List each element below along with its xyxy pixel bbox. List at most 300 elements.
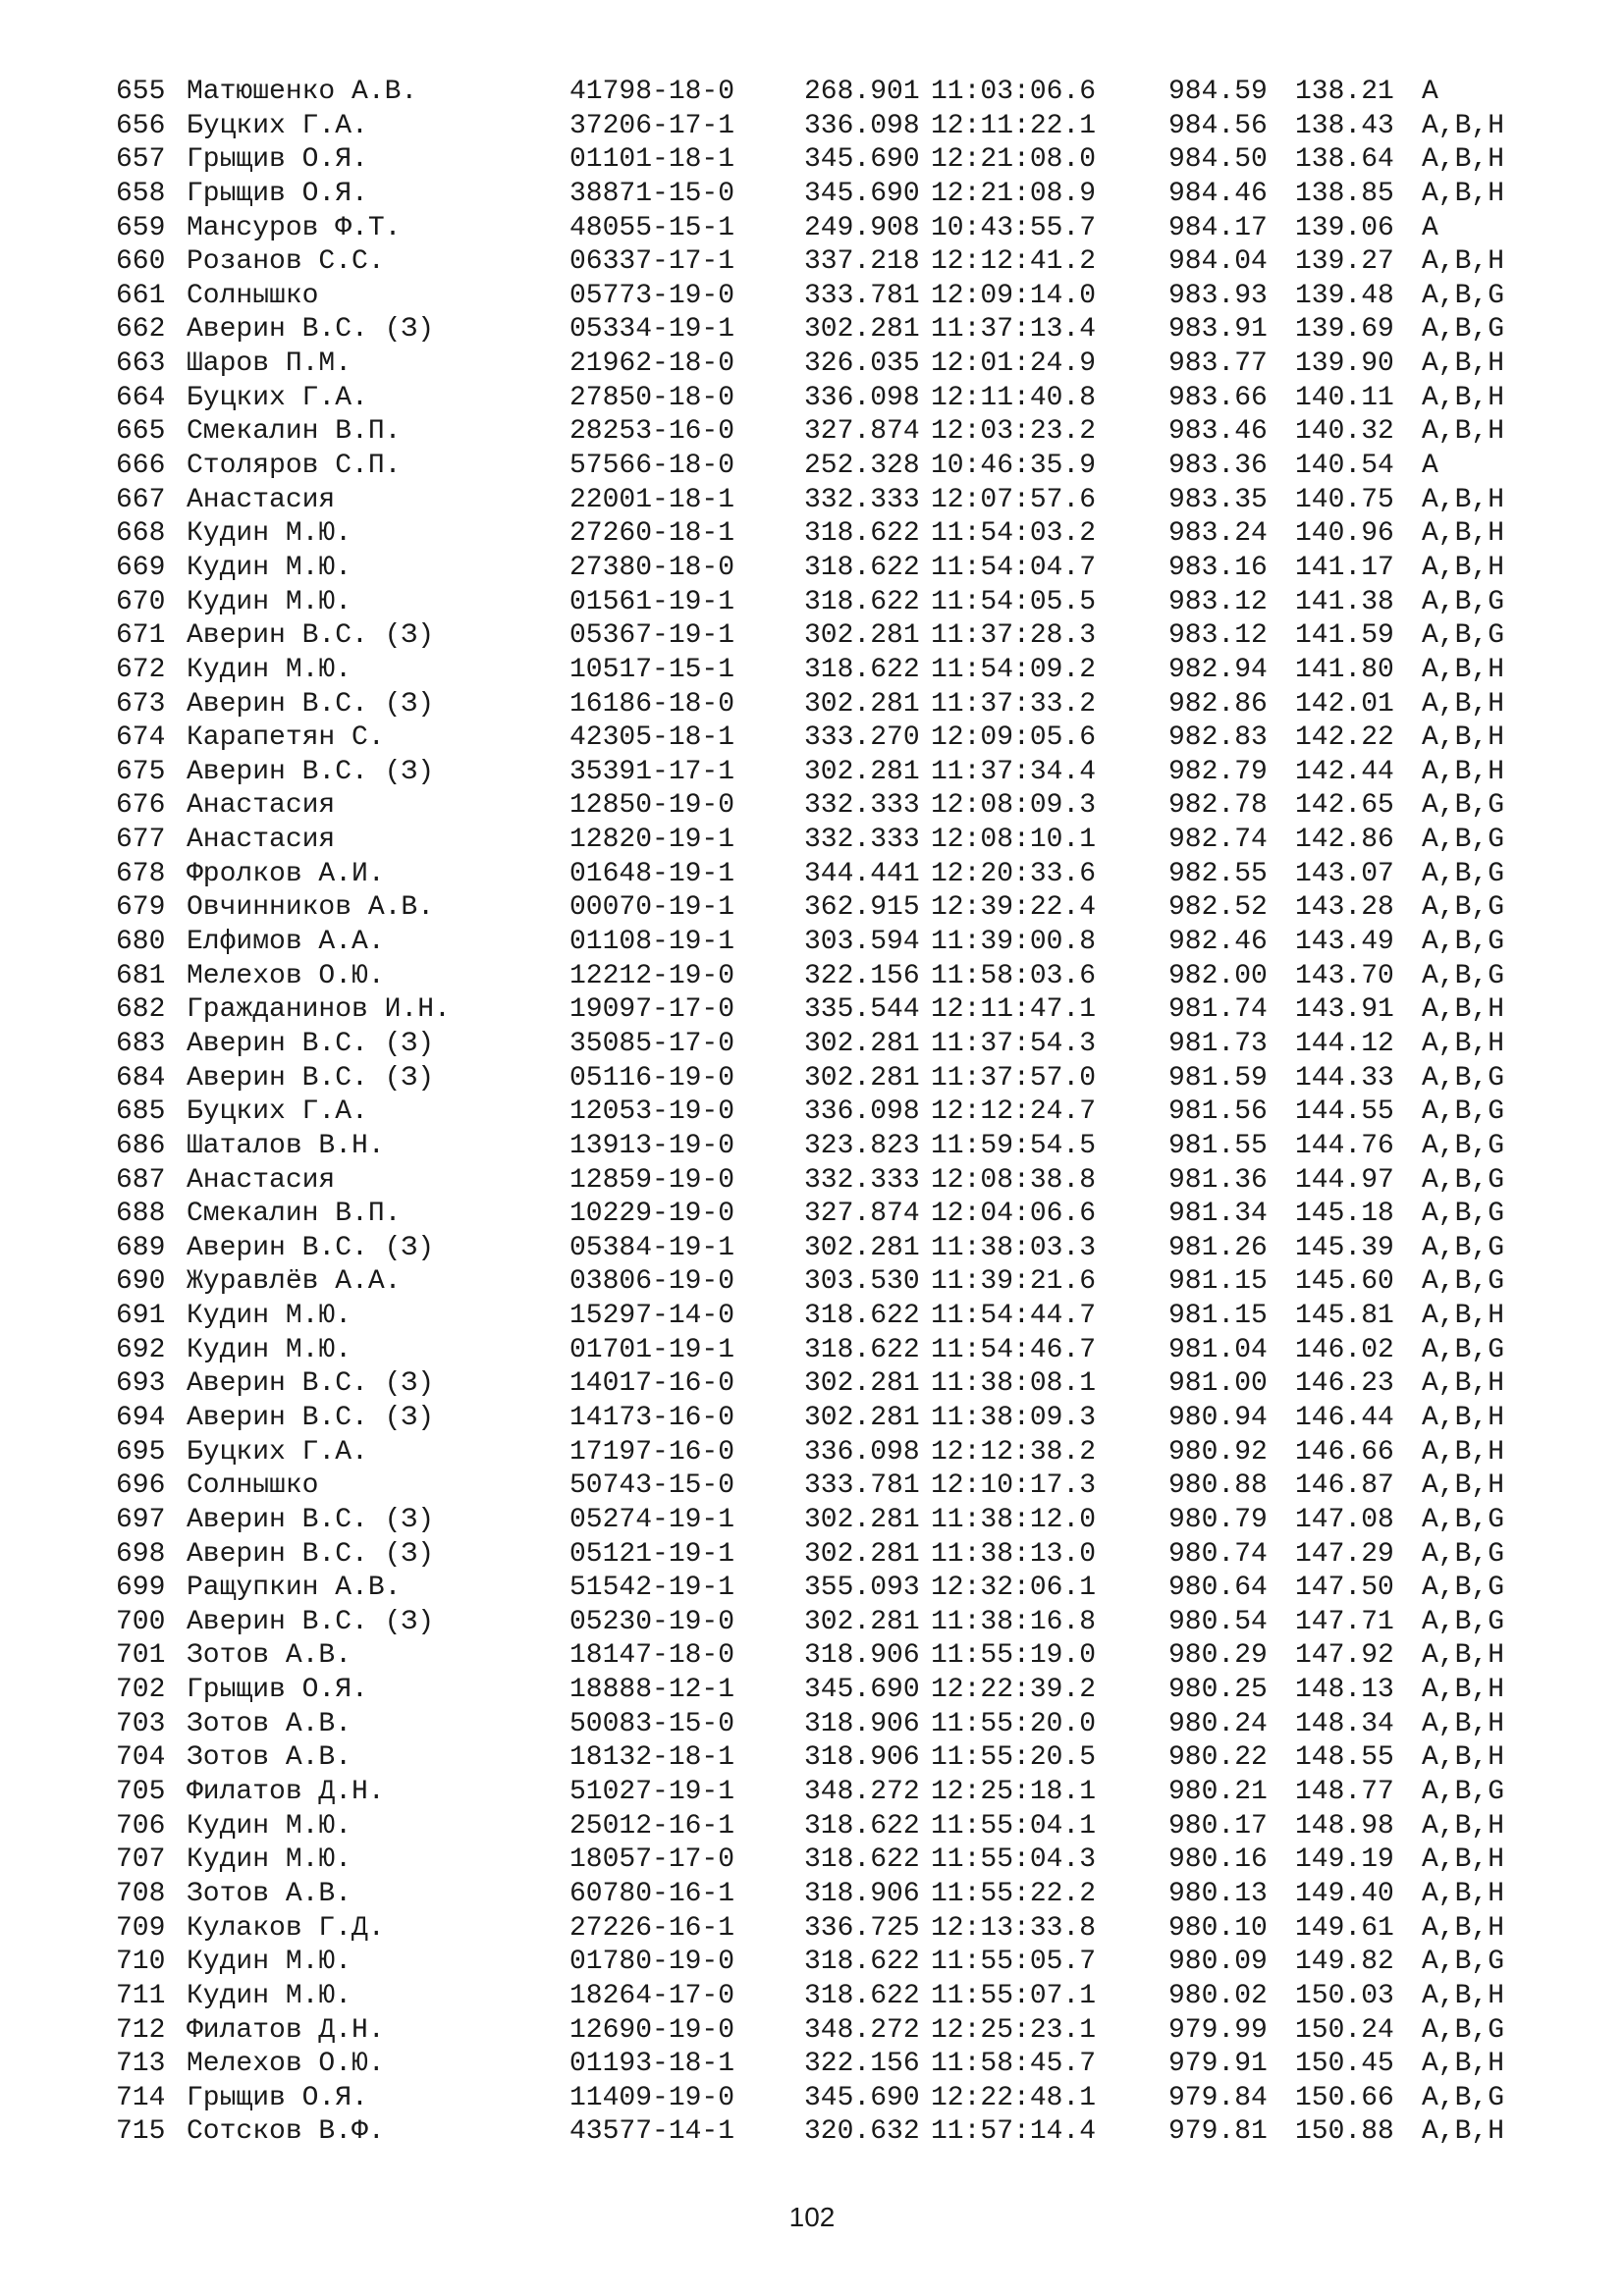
table-row [116, 1810, 1549, 1844]
row-number: 663 [116, 348, 166, 380]
points: 145.18 [1295, 1199, 1394, 1230]
speed: 983.16 [1168, 552, 1268, 583]
arrival-time: 12:08:38.8 [931, 1164, 1097, 1196]
ring-number: 10517-15-1 [569, 654, 735, 685]
fancier-name: Буцких Г.А. [187, 110, 368, 141]
classes: A,B,G [1422, 825, 1505, 856]
fancier-name: Аверин В.С. (З) [187, 1606, 435, 1637]
points: 150.66 [1295, 2082, 1394, 2113]
speed: 980.02 [1168, 1980, 1268, 2011]
row-number: 710 [116, 1947, 166, 1978]
points: 139.27 [1295, 246, 1394, 278]
speed: 984.50 [1168, 144, 1268, 176]
arrival-time: 11:55:05.7 [931, 1947, 1097, 1978]
arrival-time: 11:55:22.2 [931, 1878, 1097, 1909]
points: 138.43 [1295, 110, 1394, 141]
points: 138.21 [1295, 77, 1394, 107]
ring-number: 12212-19-0 [569, 960, 735, 991]
row-number: 671 [116, 620, 166, 652]
table-row [116, 1232, 1549, 1266]
fancier-name: Зотов А.В. [187, 1878, 352, 1909]
speed: 983.35 [1168, 484, 1268, 515]
points: 141.80 [1295, 654, 1394, 685]
arrival-time: 11:38:13.0 [931, 1538, 1097, 1570]
fancier-name: Анастасия [187, 484, 336, 515]
classes: A,B,G [1422, 1266, 1505, 1298]
fancier-name: Кудин М.Ю. [187, 654, 352, 685]
speed: 980.79 [1168, 1504, 1268, 1535]
row-number: 678 [116, 858, 166, 889]
table-row [116, 552, 1549, 586]
distance: 303.530 [804, 1266, 920, 1298]
table-row [116, 1265, 1549, 1300]
fancier-name: Зотов А.В. [187, 1640, 352, 1672]
points: 140.96 [1295, 518, 1394, 550]
classes: A,B,G [1422, 960, 1505, 991]
fancier-name: Аверин В.С. (З) [187, 1368, 435, 1400]
ring-number: 12053-19-0 [569, 1096, 735, 1128]
table-row [116, 789, 1549, 824]
ring-number: 35085-17-0 [569, 1028, 735, 1059]
row-number: 714 [116, 2082, 166, 2113]
classes: A,B,H [1422, 348, 1505, 380]
ring-number: 12690-19-0 [569, 2014, 735, 2046]
ring-number: 42305-18-1 [569, 722, 735, 754]
ring-number: 05121-19-1 [569, 1538, 735, 1570]
fancier-name: Буцких Г.А. [187, 1436, 368, 1468]
row-number: 691 [116, 1301, 166, 1332]
row-number: 711 [116, 1980, 166, 2011]
points: 144.12 [1295, 1028, 1394, 1059]
table-row [116, 1334, 1549, 1368]
speed: 980.92 [1168, 1436, 1268, 1468]
row-number: 700 [116, 1606, 166, 1637]
fancier-name: Овчинников А.В. [187, 892, 435, 924]
ring-number: 27226-16-1 [569, 1912, 735, 1944]
arrival-time: 11:37:57.0 [931, 1062, 1097, 1094]
distance: 333.781 [804, 1470, 920, 1502]
distance: 302.281 [804, 756, 920, 787]
classes: A,B,G [1422, 1538, 1505, 1570]
table-row [116, 517, 1549, 552]
arrival-time: 11:38:08.1 [931, 1368, 1097, 1400]
ring-number: 01561-19-1 [569, 586, 735, 617]
row-number: 693 [116, 1368, 166, 1400]
fancier-name: Филатов Д.Н. [187, 1777, 385, 1808]
ring-number: 12859-19-0 [569, 1164, 735, 1196]
row-number: 662 [116, 314, 166, 346]
fancier-name: Грыщив О.Я. [187, 1675, 368, 1706]
ring-number: 27260-18-1 [569, 518, 735, 550]
fancier-name: Филатов Д.Н. [187, 2014, 385, 2046]
speed: 983.93 [1168, 280, 1268, 311]
classes: A,B,H [1422, 246, 1505, 278]
distance: 336.098 [804, 1096, 920, 1128]
row-number: 692 [116, 1334, 166, 1365]
fancier-name: Кудин М.Ю. [187, 1810, 352, 1842]
table-row [116, 1469, 1549, 1504]
fancier-name: Анастасия [187, 825, 336, 856]
fancier-name: Аверин В.С. (З) [187, 756, 435, 787]
distance: 318.906 [804, 1742, 920, 1774]
ring-number: 43577-14-1 [569, 2116, 735, 2148]
speed: 979.81 [1168, 2116, 1268, 2148]
classes: A,B,G [1422, 858, 1505, 889]
table-row [116, 1130, 1549, 1164]
table-row [116, 450, 1549, 484]
table-row [116, 143, 1549, 178]
classes: A,B,H [1422, 1878, 1505, 1909]
classes: A [1422, 212, 1438, 243]
fancier-name: Аверин В.С. (З) [187, 1538, 435, 1570]
classes: A,B,G [1422, 1504, 1505, 1535]
points: 138.64 [1295, 144, 1394, 176]
distance: 302.281 [804, 1402, 920, 1433]
ring-number: 01108-19-1 [569, 927, 735, 958]
distance: 336.098 [804, 382, 920, 413]
points: 142.22 [1295, 722, 1394, 754]
speed: 982.00 [1168, 960, 1268, 991]
classes: A,B,G [1422, 314, 1505, 346]
fancier-name: Смекалин В.П. [187, 1199, 402, 1230]
classes: A,B,H [1422, 1810, 1505, 1842]
classes: A,B,H [1422, 484, 1505, 515]
arrival-time: 12:22:39.2 [931, 1675, 1097, 1706]
speed: 981.26 [1168, 1232, 1268, 1263]
fancier-name: Анастасия [187, 1164, 336, 1196]
table-row [116, 2082, 1549, 2116]
distance: 318.622 [804, 552, 920, 583]
table-row [116, 824, 1549, 858]
classes: A,B,H [1422, 416, 1505, 448]
fancier-name: Кудин М.Ю. [187, 552, 352, 583]
ring-number: 41798-18-0 [569, 77, 735, 107]
speed: 982.74 [1168, 825, 1268, 856]
table-row [116, 2014, 1549, 2049]
points: 146.23 [1295, 1368, 1394, 1400]
points: 147.29 [1295, 1538, 1394, 1570]
distance: 252.328 [804, 451, 920, 482]
row-number: 695 [116, 1436, 166, 1468]
points: 141.59 [1295, 620, 1394, 652]
fancier-name: Аверин В.С. (З) [187, 1504, 435, 1535]
table-row [116, 688, 1549, 722]
arrival-time: 12:11:47.1 [931, 994, 1097, 1026]
speed: 981.00 [1168, 1368, 1268, 1400]
speed: 983.24 [1168, 518, 1268, 550]
points: 146.87 [1295, 1470, 1394, 1502]
points: 143.49 [1295, 927, 1394, 958]
arrival-time: 11:54:46.7 [931, 1334, 1097, 1365]
distance: 348.272 [804, 1777, 920, 1808]
ring-number: 21962-18-0 [569, 348, 735, 380]
arrival-time: 11:03:06.6 [931, 77, 1097, 107]
arrival-time: 12:21:08.9 [931, 178, 1097, 209]
distance: 302.281 [804, 1368, 920, 1400]
arrival-time: 12:20:33.6 [931, 858, 1097, 889]
distance: 344.441 [804, 858, 920, 889]
arrival-time: 12:08:10.1 [931, 825, 1097, 856]
classes: A,B,G [1422, 1777, 1505, 1808]
arrival-time: 11:55:04.1 [931, 1810, 1097, 1842]
classes: A,B,H [1422, 1980, 1505, 2011]
row-number: 676 [116, 790, 166, 822]
classes: A,B,H [1422, 1675, 1505, 1706]
speed: 980.74 [1168, 1538, 1268, 1570]
points: 140.54 [1295, 451, 1394, 482]
arrival-time: 11:55:20.0 [931, 1708, 1097, 1739]
ring-number: 38871-15-0 [569, 178, 735, 209]
table-row [116, 2048, 1549, 2082]
table-row [116, 1912, 1549, 1947]
ring-number: 11409-19-0 [569, 2082, 735, 2113]
ring-number: 06337-17-1 [569, 246, 735, 278]
ring-number: 57566-18-0 [569, 451, 735, 482]
fancier-name: Смекалин В.П. [187, 416, 402, 448]
classes: A,B,H [1422, 1470, 1505, 1502]
classes: A,B,G [1422, 620, 1505, 652]
row-number: 680 [116, 927, 166, 958]
table-row [116, 858, 1549, 892]
table-row [116, 1639, 1549, 1674]
fancier-name: Аверин В.С. (З) [187, 688, 435, 720]
table-row [116, 993, 1549, 1028]
table-row [116, 1402, 1549, 1436]
ring-number: 01193-18-1 [569, 2049, 735, 2080]
distance: 333.781 [804, 280, 920, 311]
row-number: 701 [116, 1640, 166, 1672]
classes: A,B,H [1422, 2116, 1505, 2148]
table-row [116, 1028, 1549, 1062]
classes: A,B,H [1422, 518, 1505, 550]
arrival-time: 12:01:24.9 [931, 348, 1097, 380]
table-row [116, 484, 1549, 518]
classes: A,B,H [1422, 552, 1505, 583]
speed: 981.59 [1168, 1062, 1268, 1094]
points: 144.55 [1295, 1096, 1394, 1128]
distance: 345.690 [804, 144, 920, 176]
row-number: 690 [116, 1266, 166, 1298]
fancier-name: Столяров С.П. [187, 451, 402, 482]
ring-number: 18132-18-1 [569, 1742, 735, 1774]
distance: 327.874 [804, 1199, 920, 1230]
ring-number: 15297-14-0 [569, 1301, 735, 1332]
table-row [116, 76, 1549, 110]
classes: A,B,H [1422, 1912, 1505, 1944]
distance: 318.622 [804, 1947, 920, 1978]
points: 147.71 [1295, 1606, 1394, 1637]
ring-number: 01101-18-1 [569, 144, 735, 176]
row-number: 657 [116, 144, 166, 176]
speed: 984.56 [1168, 110, 1268, 141]
table-row [116, 1878, 1549, 1912]
table-row [116, 654, 1549, 688]
distance: 322.156 [804, 960, 920, 991]
distance: 302.281 [804, 1028, 920, 1059]
ring-number: 05773-19-0 [569, 280, 735, 311]
speed: 980.64 [1168, 1573, 1268, 1604]
arrival-time: 12:13:33.8 [931, 1912, 1097, 1944]
ring-number: 12820-19-1 [569, 825, 735, 856]
results-table [116, 76, 1549, 2150]
speed: 980.54 [1168, 1606, 1268, 1637]
classes: A,B,G [1422, 927, 1505, 958]
table-row [116, 1741, 1549, 1776]
points: 147.08 [1295, 1504, 1394, 1535]
points: 149.82 [1295, 1947, 1394, 1978]
distance: 318.622 [804, 1810, 920, 1842]
points: 144.97 [1295, 1164, 1394, 1196]
classes: A,B,G [1422, 586, 1505, 617]
row-number: 707 [116, 1844, 166, 1876]
distance: 362.915 [804, 892, 920, 924]
points: 141.17 [1295, 552, 1394, 583]
distance: 318.622 [804, 1334, 920, 1365]
fancier-name: Журавлёв А.А. [187, 1266, 402, 1298]
distance: 333.270 [804, 722, 920, 754]
fancier-name: Кудин М.Ю. [187, 1947, 352, 1978]
arrival-time: 11:58:03.6 [931, 960, 1097, 991]
speed: 983.91 [1168, 314, 1268, 346]
row-number: 694 [116, 1402, 166, 1433]
arrival-time: 11:39:00.8 [931, 927, 1097, 958]
ring-number: 25012-16-1 [569, 1810, 735, 1842]
classes: A,B,G [1422, 1334, 1505, 1365]
arrival-time: 12:25:18.1 [931, 1777, 1097, 1808]
distance: 318.622 [804, 1844, 920, 1876]
speed: 981.73 [1168, 1028, 1268, 1059]
speed: 981.55 [1168, 1130, 1268, 1161]
row-number: 664 [116, 382, 166, 413]
points: 149.40 [1295, 1878, 1394, 1909]
points: 148.13 [1295, 1675, 1394, 1706]
row-number: 683 [116, 1028, 166, 1059]
points: 150.24 [1295, 2014, 1394, 2046]
fancier-name: Гражданинов И.Н. [187, 994, 451, 1026]
row-number: 681 [116, 960, 166, 991]
ring-number: 60780-16-1 [569, 1878, 735, 1909]
points: 139.48 [1295, 280, 1394, 311]
speed: 979.91 [1168, 2049, 1268, 2080]
arrival-time: 11:37:13.4 [931, 314, 1097, 346]
ring-number: 51027-19-1 [569, 1777, 735, 1808]
row-number: 698 [116, 1538, 166, 1570]
speed: 980.10 [1168, 1912, 1268, 1944]
distance: 318.622 [804, 518, 920, 550]
table-row [116, 586, 1549, 620]
row-number: 713 [116, 2049, 166, 2080]
arrival-time: 12:12:24.7 [931, 1096, 1097, 1128]
distance: 318.622 [804, 1301, 920, 1332]
ring-number: 18264-17-0 [569, 1980, 735, 2011]
fancier-name: Грыщив О.Я. [187, 2082, 368, 2113]
arrival-time: 11:55:07.1 [931, 1980, 1097, 2011]
ring-number: 01701-19-1 [569, 1334, 735, 1365]
page-number: 102 [788, 2202, 836, 2232]
points: 140.75 [1295, 484, 1394, 515]
points: 142.86 [1295, 825, 1394, 856]
arrival-time: 12:10:17.3 [931, 1470, 1097, 1502]
table-row [116, 1776, 1549, 1810]
classes: A,B,H [1422, 654, 1505, 685]
row-number: 689 [116, 1232, 166, 1263]
points: 142.44 [1295, 756, 1394, 787]
arrival-time: 12:25:23.1 [931, 2014, 1097, 2046]
fancier-name: Мелехов О.Ю. [187, 960, 385, 991]
arrival-time: 11:37:54.3 [931, 1028, 1097, 1059]
row-number: 703 [116, 1708, 166, 1739]
distance: 355.093 [804, 1573, 920, 1604]
table-row [116, 960, 1549, 994]
row-number: 666 [116, 451, 166, 482]
row-number: 697 [116, 1504, 166, 1535]
distance: 332.333 [804, 825, 920, 856]
ring-number: 14017-16-0 [569, 1368, 735, 1400]
arrival-time: 11:38:09.3 [931, 1402, 1097, 1433]
classes: A,B,H [1422, 1708, 1505, 1739]
fancier-name: Фролков А.И. [187, 858, 385, 889]
ring-number: 14173-16-0 [569, 1402, 735, 1433]
row-number: 696 [116, 1470, 166, 1502]
classes: A,B,H [1422, 110, 1505, 141]
arrival-time: 10:43:55.7 [931, 212, 1097, 243]
fancier-name: Зотов А.В. [187, 1708, 352, 1739]
fancier-name: Анастасия [187, 790, 336, 822]
classes: A,B,G [1422, 892, 1505, 924]
table-row [116, 619, 1549, 654]
fancier-name: Кулаков Г.Д. [187, 1912, 385, 1944]
row-number: 687 [116, 1164, 166, 1196]
fancier-name: Аверин В.С. (З) [187, 1028, 435, 1059]
classes: A,B,H [1422, 144, 1505, 176]
row-number: 706 [116, 1810, 166, 1842]
table-row [116, 245, 1549, 280]
table-row [116, 1436, 1549, 1470]
row-number: 667 [116, 484, 166, 515]
table-row [116, 721, 1549, 756]
speed: 982.46 [1168, 927, 1268, 958]
ring-number: 03806-19-0 [569, 1266, 735, 1298]
table-row [116, 1062, 1549, 1096]
table-row [116, 1300, 1549, 1334]
fancier-name: Буцких Г.А. [187, 1096, 368, 1128]
speed: 984.04 [1168, 246, 1268, 278]
arrival-time: 12:11:22.1 [931, 110, 1097, 141]
speed: 980.25 [1168, 1675, 1268, 1706]
table-row [116, 313, 1549, 347]
arrival-time: 12:39:22.4 [931, 892, 1097, 924]
arrival-time: 12:22:48.1 [931, 2082, 1097, 2113]
points: 150.45 [1295, 2049, 1394, 2080]
arrival-time: 11:55:04.3 [931, 1844, 1097, 1876]
distance: 327.874 [804, 416, 920, 448]
ring-number: 12850-19-0 [569, 790, 735, 822]
fancier-name: Аверин В.С. (З) [187, 1402, 435, 1433]
points: 139.06 [1295, 212, 1394, 243]
row-number: 708 [116, 1878, 166, 1909]
table-row [116, 1843, 1549, 1878]
ring-number: 05334-19-1 [569, 314, 735, 346]
fancier-name: Ращупкин А.В. [187, 1573, 402, 1604]
arrival-time: 11:37:33.2 [931, 688, 1097, 720]
distance: 337.218 [804, 246, 920, 278]
classes: A,B,H [1422, 2049, 1505, 2080]
distance: 303.594 [804, 927, 920, 958]
speed: 981.15 [1168, 1301, 1268, 1332]
table-row [116, 1538, 1549, 1573]
distance: 302.281 [804, 688, 920, 720]
arrival-time: 12:09:05.6 [931, 722, 1097, 754]
